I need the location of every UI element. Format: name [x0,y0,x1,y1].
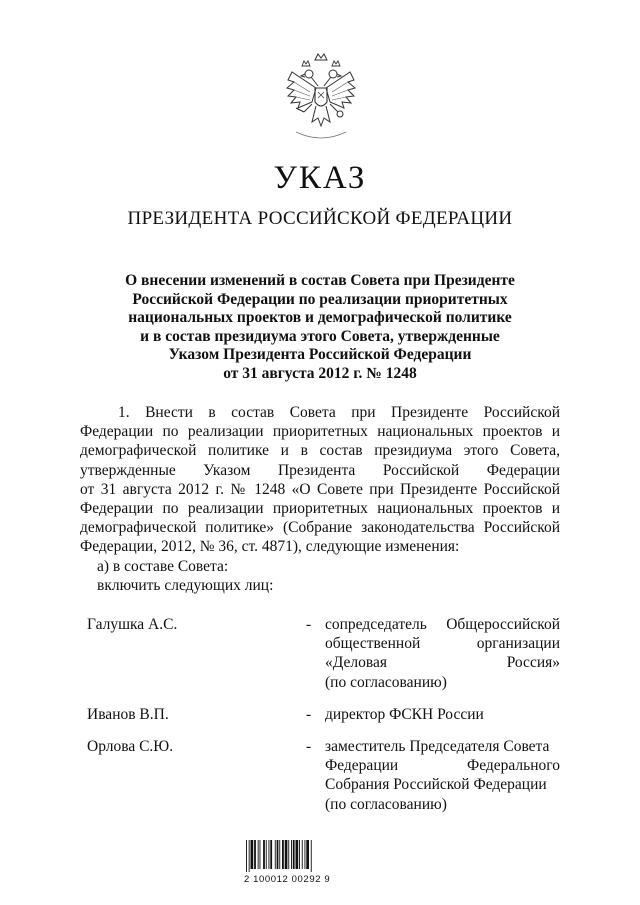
role-line: (по согласованию) [325,673,447,691]
barcode-bar [285,840,288,869]
heading-line: и в состав президиума этого Совета, утвержденные [140,327,500,345]
decree-subtitle: ПРЕЗИДЕНТА РОССИЙСКОЙ ФЕДЕРАЦИИ [127,208,513,229]
barcode-bar [293,840,295,869]
barcode-bar [263,840,265,869]
heading-line: от 31 августа 2012 г. № 1248 [223,364,417,382]
barcode-number: 2 100012 00292 9 [244,874,331,885]
role-line: Федерации Федерального [325,757,560,775]
paragraph-line: утвержденные Указом Президента Российской Федерации [80,461,560,479]
paragraph-line: Федерации, 2012, № 36, ст. 4871), следующие изменения: [80,538,460,556]
barcode-bar [296,840,299,869]
barcode-bar [299,840,300,869]
heading-line: Указом Президента Российской Федерации [168,346,472,364]
barcode-bar [251,840,254,869]
heading-line: Российской Федерации по реализации приоритетных [132,290,508,308]
paragraph-line: 1. Внести в состав Совета при Президенте Российской [118,404,560,421]
barcode-bar [266,840,267,869]
paragraph-line: Федерации по реализации приоритетных национальных проектов и [80,499,560,517]
barcode-bar [302,840,303,869]
barcode-bar [306,840,309,869]
person-name: Галушка А.С. [87,616,178,633]
person-entry [80,705,560,724]
heading-line: национальных проектов и демографической политике [128,309,512,327]
role-line: заместитель Председателя Совета [325,737,550,755]
decree-heading [90,272,550,384]
person-name: Иванов В.П. [87,705,169,723]
dash-separator: - [306,616,312,633]
include-persons-text: включить следующих лиц: [97,576,274,594]
role-line: общественной организации [325,635,560,653]
role-line: Собрания Российской Федерации [325,776,547,794]
barcode-bar [258,840,259,869]
role-line: «Деловая Россия» [325,654,560,672]
role-line: директор ФСКН России [325,705,484,723]
paragraph-line: демографической политике и в состав президиума этого Совета, [80,442,560,460]
person-role [325,615,560,692]
barcode-bar [275,840,276,869]
paragraph-line: Федерации по реализации приоритетных национальных проектов и [80,423,560,441]
barcode-bar [311,840,312,872]
barcode-bar [270,840,272,869]
decree-body [80,403,560,595]
person-entry [80,737,560,814]
paragraph-line: демографической политике» (Собрание законодательства Российской [80,519,560,537]
person-role [325,737,560,814]
paragraph-line: от 31 августа 2012 г. № 1248 «О Совете при Президенте Российской [80,480,560,498]
dash-separator: - [306,737,312,755]
barcode-bar [269,840,270,869]
heading-line: О внесении изменений в состав Совета при Президенте [125,272,515,289]
role-line: сопредседатель Общероссийской [325,616,560,633]
person-name: Орлова С.Ю. [87,737,174,755]
dash-separator: - [306,705,312,723]
barcode-bar [260,840,261,869]
person-role [325,705,560,724]
role-line: (по согласованию) [325,795,447,813]
barcode-bar [246,840,247,872]
barcode-bar [254,840,256,869]
barcode-bar [305,840,306,869]
barcode-bar [279,840,280,869]
decree-title: УКАЗ [273,160,367,196]
person-entry [80,615,560,692]
persons-list [80,615,560,827]
barcode-bar [288,840,289,869]
barcode-bar [291,840,292,869]
barcode-bar [277,840,279,869]
barcode-bars [244,840,352,872]
barcode-bar [282,840,284,869]
russian-coat-of-arms-icon [282,50,360,146]
sub-item-a: а) в составе Совета: [97,557,229,575]
barcode-bar [249,840,250,872]
barcode [244,840,364,888]
